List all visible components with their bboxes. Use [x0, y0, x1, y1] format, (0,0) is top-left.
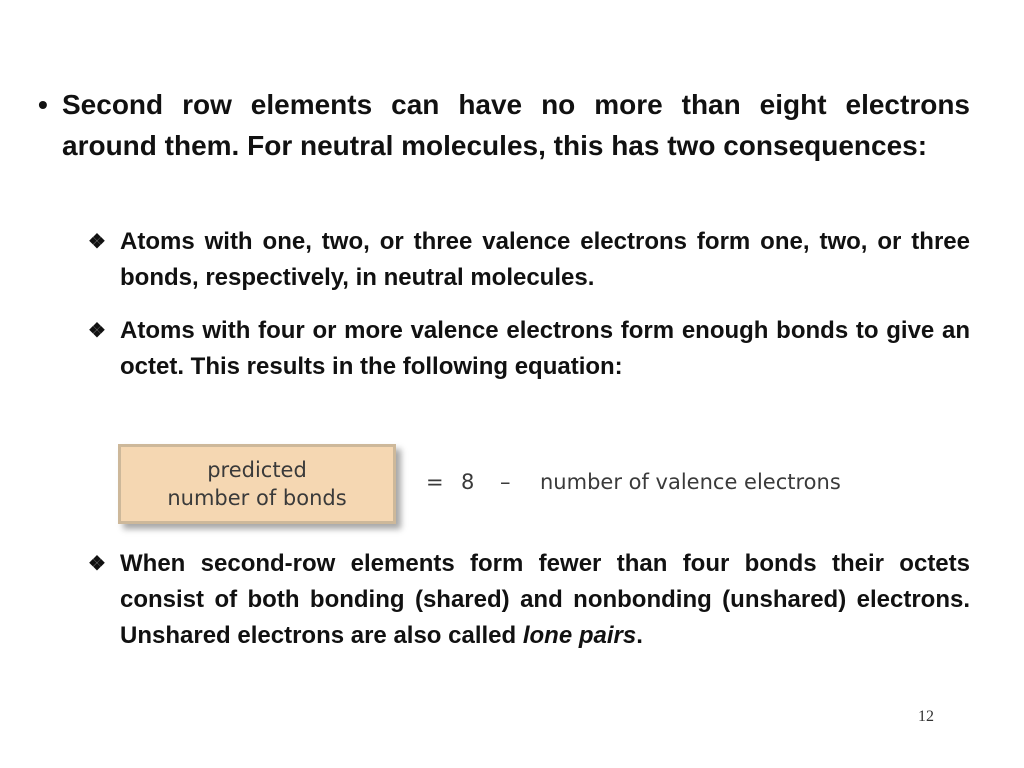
diamond-bullet-icon: ❖ — [88, 320, 106, 342]
sub-bullet-text: Atoms with four or more valence electrons form enough bonds to give an octet. This results in the following equation: — [120, 317, 970, 380]
minus-sign: – — [500, 470, 511, 494]
sub-bullet-text: Atoms with one, two, or three valence electrons form one, two, or three bonds, respectively, in neutral molecules. — [120, 228, 970, 291]
sub-bullet-octet — [88, 313, 970, 385]
predicted-bonds-box — [118, 444, 396, 524]
bond-equation-figure — [118, 440, 880, 530]
text-before-emphasis: When second-row elements form fewer than four bonds their octets consist of both bonding (shared) and nonbonding (unshared) electrons. Unshared electrons are also called — [120, 550, 970, 649]
box-label-line2: number of bonds — [167, 486, 347, 510]
diamond-bullet-icon: ❖ — [88, 553, 106, 575]
bullet-dot: • — [38, 89, 48, 120]
box-label-line1: predicted — [207, 458, 307, 482]
text-after-emphasis: . — [636, 622, 643, 649]
equals-sign: = — [426, 470, 444, 494]
diamond-bullet-icon: ❖ — [88, 231, 106, 253]
main-bullet — [38, 84, 970, 166]
main-bullet-text: Second row elements can have no more than eight electrons around them. For neutral molecules, this has two consequences: — [62, 89, 970, 161]
valence-electrons-term: number of valence electrons — [540, 470, 841, 494]
sub-bullet-text — [120, 546, 970, 654]
lone-pairs-emphasis: lone pairs — [522, 622, 637, 649]
sub-bullet-one-two-three — [88, 224, 970, 296]
page-number: 12 — [918, 708, 934, 725]
number-eight: 8 — [461, 470, 475, 494]
sub-bullet-lone-pairs — [88, 546, 970, 654]
